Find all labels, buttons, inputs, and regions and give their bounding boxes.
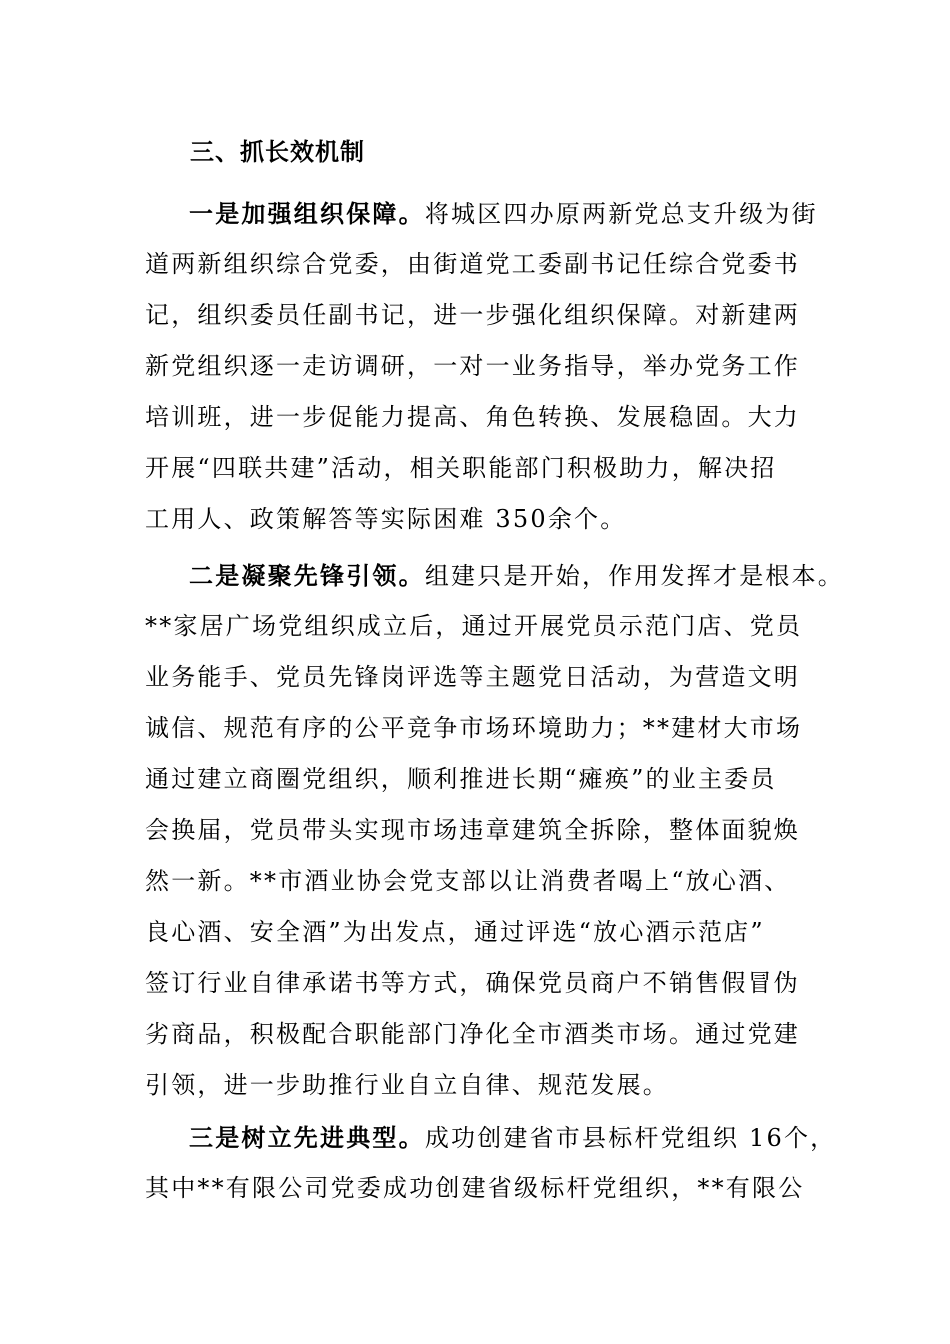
paragraph-line: 然一新。**市酒业协会党支部以让消费者喝上“放心酒、 (145, 867, 791, 895)
paragraph-line: 劣商品，积极配合职能部门净化全市酒类市场。通过党建 (145, 1020, 800, 1048)
section-heading: 三、抓长效机制 (190, 137, 365, 166)
paragraph-text: 将城区四办原两新党总支升级为街 (424, 200, 818, 228)
paragraph-line: 诚信、规范有序的公平竞争市场环境助力；**建材大市场 (145, 714, 803, 742)
paragraph-first-line (145, 550, 845, 601)
paragraph-advanced-models (145, 1112, 837, 1214)
paragraph-line: 业务能手、党员先锋岗评选等主题党日活动，为营造文明 (145, 663, 800, 691)
paragraph-organization-guarantee (145, 188, 818, 545)
paragraph-line: 通过建立商圈党组织，顺利推进长期“瘫痪”的业主委员 (145, 765, 777, 793)
paragraph-line: 良心酒、安全酒”为出发点，通过评选“放心酒示范店” (145, 918, 765, 946)
paragraph-line: 其中**有限公司党委成功创建省级标杆党组织，**有限公 (145, 1174, 805, 1202)
paragraph-text: 成功创建省市县标杆党组织 16个， (424, 1124, 837, 1152)
paragraph-line: 新党组织逐一走访调研，一对一业务指导，举办党务工作 (145, 352, 800, 380)
paragraph-lead: 三是树立先进典型。 (189, 1123, 425, 1152)
paragraph-lead: 一是加强组织保障。 (189, 199, 425, 228)
paragraph-line: **家居广场党组织成立后，通过开展党员示范门店、党员 (145, 612, 803, 640)
paragraph-vanguard-leadership (145, 550, 845, 1111)
paragraph-lead: 二是凝聚先锋引领。 (189, 561, 425, 590)
paragraph-line: 记，组织委员任副书记，进一步强化组织保障。对新建两 (145, 301, 800, 329)
paragraph-line: 会换届，党员带头实现市场违章建筑全拆除，整体面貌焕 (145, 816, 800, 844)
paragraph-line: 道两新组织综合党委，由街道党工委副书记任综合党委书 (145, 250, 800, 278)
paragraph-line: 引领，进一步助推行业自立自律、规范发展。 (145, 1071, 669, 1099)
paragraph-line: 培训班，进一步促能力提高、角色转换、发展稳固。大力 (145, 403, 800, 431)
paragraph-line: 签订行业自律承诺书等方式，确保党员商户不销售假冒伪 (145, 969, 800, 997)
paragraph-first-line (145, 188, 818, 239)
paragraph-first-line (145, 1112, 837, 1163)
paragraph-text: 组建只是开始，作用发挥才是根本。 (424, 562, 845, 590)
paragraph-line: 工用人、政策解答等实际困难 350余个。 (145, 505, 627, 533)
paragraph-line: 开展“四联共建”活动，相关职能部门积极助力，解决招 (145, 454, 777, 482)
